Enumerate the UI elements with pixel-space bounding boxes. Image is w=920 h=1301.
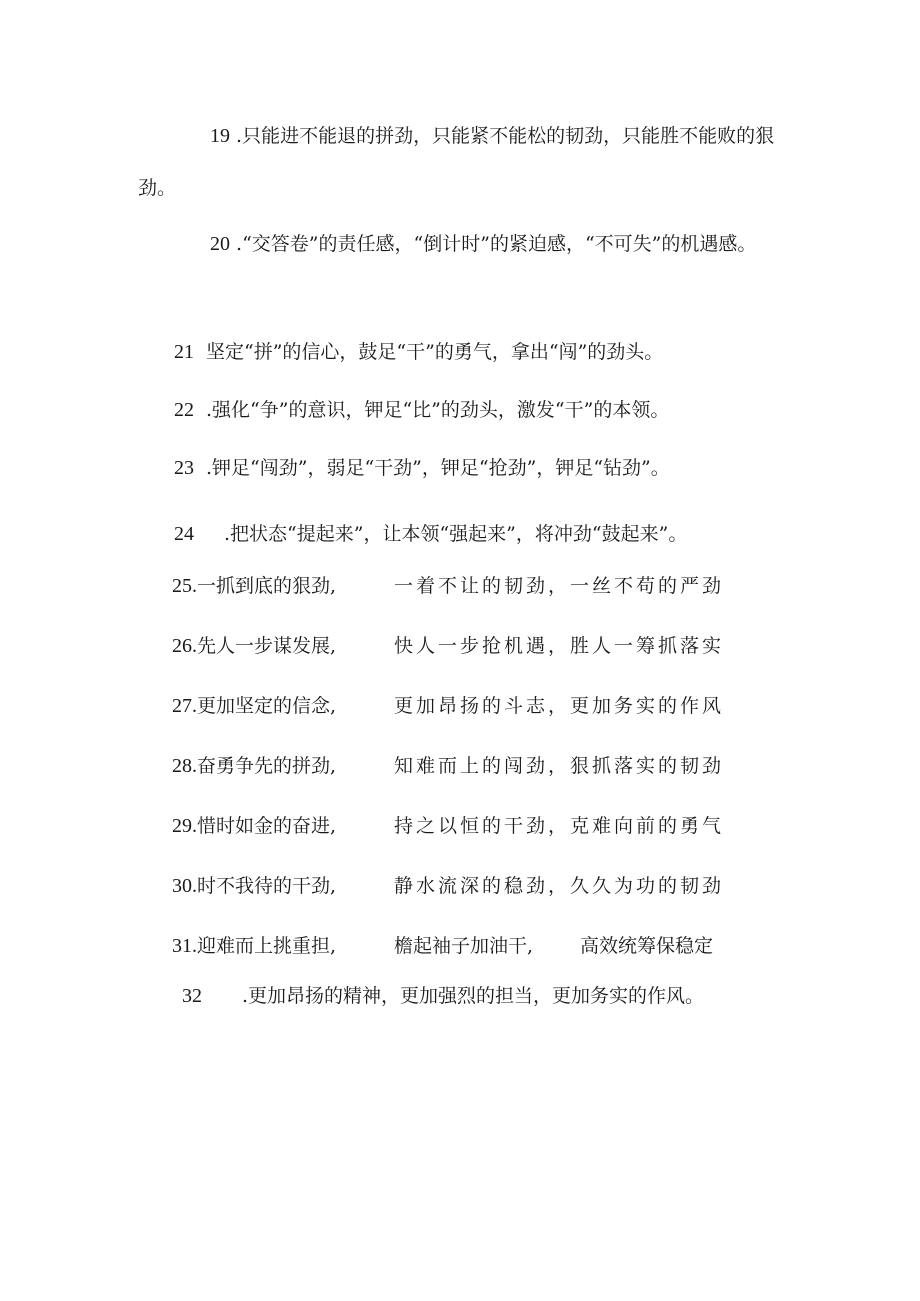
paragraph-number: 20 (210, 233, 230, 255)
row-second-phrase: 一着不让的韧劲，一丝不苟的严劲 (394, 575, 725, 597)
paragraph-20 (138, 218, 788, 270)
paragraph-22 (174, 384, 824, 436)
row-phrase-a: 先人一步谋发展, (197, 635, 337, 657)
row-phrase-a: 更加坚定的信念, (197, 695, 337, 717)
row-first-phrase (172, 926, 392, 966)
row-second-phrase: 更加昂扬的斗志，更加务实的作风 (394, 695, 725, 717)
paragraph-number: 23 (174, 457, 194, 479)
paragraph-number: 19 (210, 125, 230, 147)
paragraph-19 (138, 110, 788, 214)
paragraph-text: .把状态“提起来”，让本领“强起来”，将冲劲“鼓起来”。 (224, 523, 688, 545)
paragraph-24 (174, 508, 824, 560)
row-third-phrase: 高效统筹保稳定 (580, 935, 714, 957)
paragraph-text: .只能进不能退的拼劲，只能紧不能松的韧劲，只能胜不能败的狠劲。 (138, 125, 775, 199)
paragraph-text: .钾足“闯劲”，弱足“干劲”，钾足“抢劲”，钾足“钻劲”。 (206, 457, 670, 479)
row-number: 30. (172, 875, 197, 897)
paragraph-text: .强化“争”的意识，钾足“比”的劲头，激发“干”的本领。 (206, 399, 670, 421)
row-second-phrase: 静水流深的稳劲，久久为功的韧劲 (394, 875, 725, 897)
paragraph-number: 32 (182, 985, 202, 1007)
row-first-phrase (172, 746, 392, 786)
row-first-phrase (172, 566, 392, 606)
row-phrase-a: 惜时如金的奋进, (197, 815, 337, 837)
row-number: 27. (172, 695, 197, 717)
row-second-phrase: 持之以恒的干劲，克难向前的勇气 (394, 815, 725, 837)
row-first-phrase (172, 686, 392, 726)
row-first-phrase (172, 626, 392, 666)
row-number: 25. (172, 575, 197, 597)
row-second-phrase: 檐起袖子加油干, (394, 935, 534, 957)
paragraph-21 (174, 326, 824, 378)
paragraph-text: .“交答卷”的责任感，“倒计时”的紧迫感，“不可失”的机遇感。 (236, 233, 757, 255)
row-first-phrase (172, 806, 392, 846)
row-number: 29. (172, 815, 197, 837)
paragraph-32 (182, 976, 704, 1016)
paragraph-number: 22 (174, 399, 194, 421)
row-phrase-a: 奋勇争先的拼劲, (197, 755, 337, 777)
row-second-phrase: 知难而上的闯劲，狠抓落实的韧劲 (394, 755, 725, 777)
row-phrase-a: 时不我待的干劲, (197, 875, 337, 897)
paragraph-23 (174, 442, 824, 494)
row-first-phrase (172, 866, 392, 906)
row-number: 26. (172, 635, 197, 657)
row-phrase-a: 迎难而上挑重担, (197, 935, 337, 957)
row-phrase-a: 一抓到底的狠劲, (197, 575, 337, 597)
row-second-phrase: 快人一步抢机遇，胜人一筹抓落实 (394, 635, 725, 657)
row-number: 28. (172, 755, 197, 777)
paragraph-text: .更加昂扬的精神，更加强烈的担当，更加务实的作风。 (242, 985, 705, 1007)
paragraph-text: 坚定“拼”的信心，鼓足“干”的勇气，拿出“闯”的劲头。 (206, 341, 664, 363)
paragraph-number: 21 (174, 341, 194, 363)
paragraph-number: 24 (174, 523, 194, 545)
row-number: 31. (172, 935, 197, 957)
